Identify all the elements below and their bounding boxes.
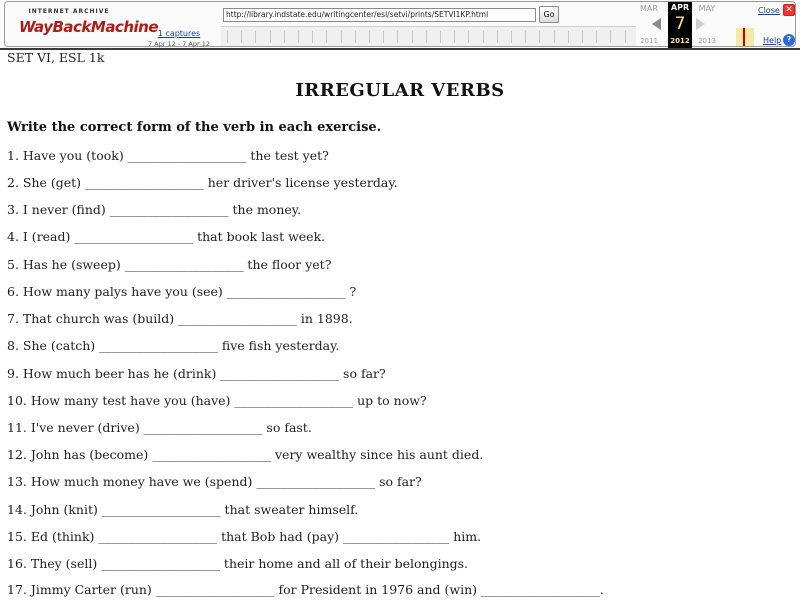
timeline-tick bbox=[554, 31, 555, 43]
next-capture-arrow-icon bbox=[696, 18, 705, 30]
timeline-capture-marker[interactable] bbox=[743, 28, 745, 46]
captures-date-range: 7 Apr 12 - 7 Apr 12 bbox=[147, 40, 211, 48]
exercise-item: 13. How much money have we (spend) ___________________ so far? bbox=[7, 474, 422, 489]
set-label: SET VI, ESL 1k bbox=[7, 50, 105, 65]
exercise-item: 11. I've never (drive) ___________________ so fast. bbox=[7, 420, 312, 435]
capture-timeline[interactable] bbox=[221, 26, 636, 46]
previous-capture-arrow-icon[interactable] bbox=[652, 18, 661, 30]
timeline-tick bbox=[383, 31, 384, 43]
prev-month-label[interactable]: MAR bbox=[640, 4, 658, 13]
timeline-tick bbox=[468, 31, 469, 43]
timeline-tick bbox=[511, 31, 512, 43]
wayback-logo-wordmark: WayBackMachine bbox=[19, 18, 159, 36]
timeline-tick bbox=[241, 31, 242, 43]
close-icon[interactable]: ✕ bbox=[783, 4, 795, 16]
exercise-item: 9. How much beer has he (drink) ___________________ so far? bbox=[7, 366, 386, 381]
timeline-tick bbox=[525, 31, 526, 43]
exercise-item: 15. Ed (think) ___________________ that Bob had (pay) _________________ him. bbox=[7, 529, 482, 544]
help-link[interactable]: Help bbox=[763, 36, 782, 45]
timeline-tick bbox=[596, 31, 597, 43]
exercise-item: 5. Has he (sweep) ___________________ the floor yet? bbox=[7, 257, 332, 272]
current-month-label: APR bbox=[670, 3, 690, 12]
captures-link[interactable]: 1 captures bbox=[157, 29, 201, 38]
timeline-tick bbox=[610, 31, 611, 43]
timeline-tick bbox=[270, 31, 271, 43]
timeline-tick bbox=[298, 31, 299, 43]
timeline-tick bbox=[497, 31, 498, 43]
current-capture-calendar bbox=[668, 2, 692, 48]
exercise-item: 14. John (knit) ___________________ that sweater himself. bbox=[7, 502, 359, 517]
exercise-item: 4. I (read) ___________________ that book last week. bbox=[7, 229, 326, 244]
next-month-label: MAY bbox=[698, 4, 716, 13]
exercise-item: 8. She (catch) ___________________ five fish yesterday. bbox=[7, 338, 340, 353]
timeline-tick bbox=[568, 31, 569, 43]
current-day-label: 7 bbox=[674, 14, 686, 34]
timeline-tick bbox=[255, 31, 256, 43]
exercise-item: 12. John has (become) ___________________ very wealthy since his aunt died. bbox=[7, 447, 484, 462]
help-icon[interactable]: ? bbox=[783, 34, 795, 46]
next-year-label: 2013 bbox=[698, 37, 716, 45]
timeline-tick bbox=[412, 31, 413, 43]
current-year-label: 2012 bbox=[670, 37, 690, 45]
timeline-tick bbox=[355, 31, 356, 43]
instructions: Write the correct form of the verb in each exercise. bbox=[7, 120, 382, 135]
exercise-item: 6. How many palys have you (see) ___________________ ? bbox=[7, 284, 357, 299]
timeline-tick bbox=[440, 31, 441, 43]
timeline-tick bbox=[397, 31, 398, 43]
timeline-tick bbox=[227, 31, 228, 43]
timeline-tick bbox=[539, 31, 540, 43]
exercise-item: 16. They (sell) ___________________ their home and all of their belongings. bbox=[7, 556, 469, 571]
timeline-tick bbox=[625, 31, 626, 43]
exercise-item: 3. I never (find) ___________________ the money. bbox=[7, 202, 302, 217]
go-button[interactable]: Go bbox=[539, 6, 559, 23]
prev-year-label[interactable]: 2011 bbox=[640, 37, 658, 45]
timeline-tick bbox=[326, 31, 327, 43]
timeline-tick bbox=[582, 31, 583, 43]
wayback-logo[interactable] bbox=[19, 8, 159, 40]
page-title: IRREGULAR VERBS bbox=[295, 80, 505, 101]
timeline-tick bbox=[454, 31, 455, 43]
exercise-item: 1. Have you (took) ___________________ the test yet? bbox=[7, 148, 329, 163]
timeline-tick bbox=[483, 31, 484, 43]
timeline-tick bbox=[341, 31, 342, 43]
close-link[interactable]: Close bbox=[758, 6, 780, 15]
exercise-item: 10. How many test have you (have) ___________________ up to now? bbox=[7, 393, 427, 408]
wayback-toolbar bbox=[0, 0, 800, 50]
wayback-logo-caption: INTERNET ARCHIVE bbox=[28, 8, 110, 15]
wayback-url-input[interactable]: http://library.indstate.edu/writingcenter/esl/setvi/prints/SETVI1KP.html bbox=[223, 8, 536, 22]
exercise-item: 7. That church was (build) ___________________ in 1898. bbox=[7, 311, 353, 326]
timeline-tick bbox=[369, 31, 370, 43]
timeline-current-year bbox=[736, 28, 754, 46]
timeline-tick bbox=[312, 31, 313, 43]
timeline-tick bbox=[284, 31, 285, 43]
timeline-tick bbox=[426, 31, 427, 43]
exercise-item: 17. Jimmy Carter (run) ___________________ for President in 1976 and (win) ___________________. bbox=[7, 582, 604, 597]
exercise-item: 2. She (get) ___________________ her driver's license yesterday. bbox=[7, 175, 398, 190]
wayback-frame bbox=[4, 1, 796, 47]
